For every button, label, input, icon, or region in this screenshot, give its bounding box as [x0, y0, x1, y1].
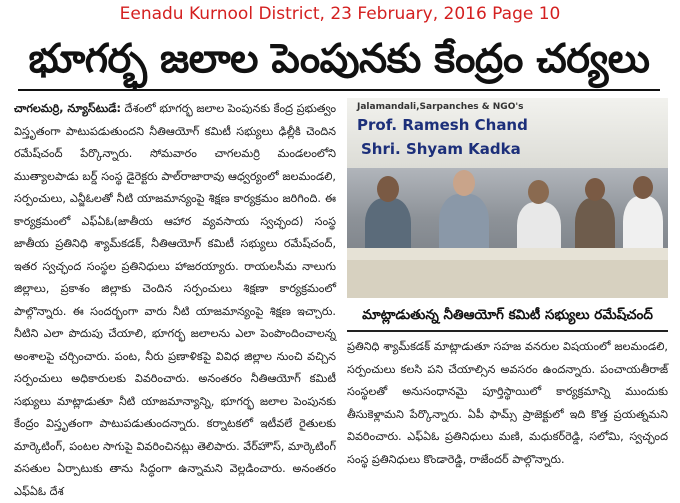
photo-person-head: [453, 170, 475, 196]
photo-tablecloth: [347, 260, 668, 298]
dateline: చాగలమర్రి, న్యూస్‌టుడే:: [14, 102, 121, 115]
article-body-left: దేశంలో భూగర్భ జలాల పెంపునకు కేంద్ర ప్రభుత్వం విస్తృతంగా పాటుపడుతుందని నీతిఆయోగ్ కమిటీ సభ్యులు ఢిల్లీకి చెందిన రమేష్‌చంద్ పేర్కొన్నారు. సోమవారం చాగలమర్రి మండలంలోని ముత్యాలపాడు బర్డ్ సంస్థ డైరెక్టరు పాల్‌రాజారావు ఆధ్వర్యంలో జలమండలి, సర్పంచులు, ఎన్జీఓలతో నీటి యాజమాన్యంపై శిక్షణ కార్యక్రమం జరిగింది. ఈ కార్యక్రమంలో ఎఫ్ఏఓ(జాతీయ ఆహార వ్యవసాయ స్వచ్ఛంద) సంస్థ జాతీయ ప్రతినిధి శ్యామ్‌కడక్, నీతిఆయోగ్ కమిటీ సభ్యులు రమేష్‌చంద్, ఇతర స్వచ్ఛంద సంస్థల ప్రతినిధులు హాజరయ్యారు. రాయలసీమ నాలుగు జిల్లాలు, ప్రకాశం జిల్లాకు చెందిన సర్పంచులు శిక్షణా కార్యక్రమంలో పాల్గొన్నారు. ఈ సందర్భంగా వారు నీటి యాజమాన్యంపై శిక్షణ ఇచ్చారు. నీటిని ఎలా పొదుపు చేయాలి, భూగర్భ జలాలను ఎలా పెంపొందించాలన్న అంశాలపై చర్చించారు. పంట, నీరు ప్రణాళికపై వివిధ జిల్లాల నుంచి వచ్చిన సర్పంచులు అధికారులకు వివరించారు. అనంతరం నీతిఆయోగ్ కమిటీ సభ్యులు మాట్లాడుతూ నీటి యాజమాన్యాన్ని, భూగర్భ జలాల పెంపునకు కేంద్రం విస్తృతంగా పాటుపడుతుందన్నారు. కర్నాటకలో ఇటీవలే రైతులకు మార్కెటింగ్, పంటల సాగుపై వివరించినట్లు తెలిపారు. వేర్‌హౌస్, మార్కెటింగ్ వసతుల ఏర్పాటుకు తాను సిద్ధంగా ఉన్నామని వెల్లడించారు. అనంతరం ఎఫ్ఏఓ దేశ: [14, 102, 337, 498]
headline: భూగర్భ జలాల పెంపునకు కేంద్రం చర్యలు: [18, 31, 660, 91]
photo-banner: [347, 98, 668, 168]
news-photo: [347, 98, 668, 298]
article-column-right: ప్రతినిధి శ్యామ్‌కడక్ మాట్లాడుతూ సహజ వనరుల విషయంలో జలమండలి, సర్పంచులు కలసి పని చేయాల్సిన అవసరం ఉందన్నారు. పంచాయతీరాజ్ సంస్థలతో అనుసంధానమై పూర్తిస్థాయిలో కార్యక్రమాన్ని ముందుకు తీసుకెళ్లామని పేర్కొన్నారు. ఏపీ ఫామ్స్ ప్రాజెక్టులో ఇది కొత్త ప్రయత్నమని వివరించారు. ఎఫ్ఏఓ ప్రతినిధులు మణి, మధుకర్‌రెడ్డి, సలోమి, స్వచ్ఛంద సంస్థ ప్రతినిధులు కొండారెడ్డి, రాజేందర్ పాల్గొన్నారు.: [347, 340, 668, 466]
photo-table: [347, 248, 668, 260]
photo-person-head: [633, 176, 653, 199]
photo-person-head: [377, 176, 399, 202]
photo-caption: మాట్లాడుతున్న నీతిఆయోగ్ కమిటీ సభ్యులు రమేష్‌చంద్: [347, 300, 668, 332]
photo-person-head: [528, 180, 549, 204]
article-column-left: [14, 98, 337, 498]
banner-line2: Prof. Ramesh Chand: [357, 116, 528, 134]
photo-person-head: [585, 178, 605, 201]
banner-line3: Shri. Shyam Kadka: [361, 140, 521, 158]
masthead: Eenadu Kurnool District, 23 February, 2016 Page 10: [119, 4, 561, 24]
banner-line1: Jalamandali,Sarpanches & NGO's: [357, 102, 524, 112]
